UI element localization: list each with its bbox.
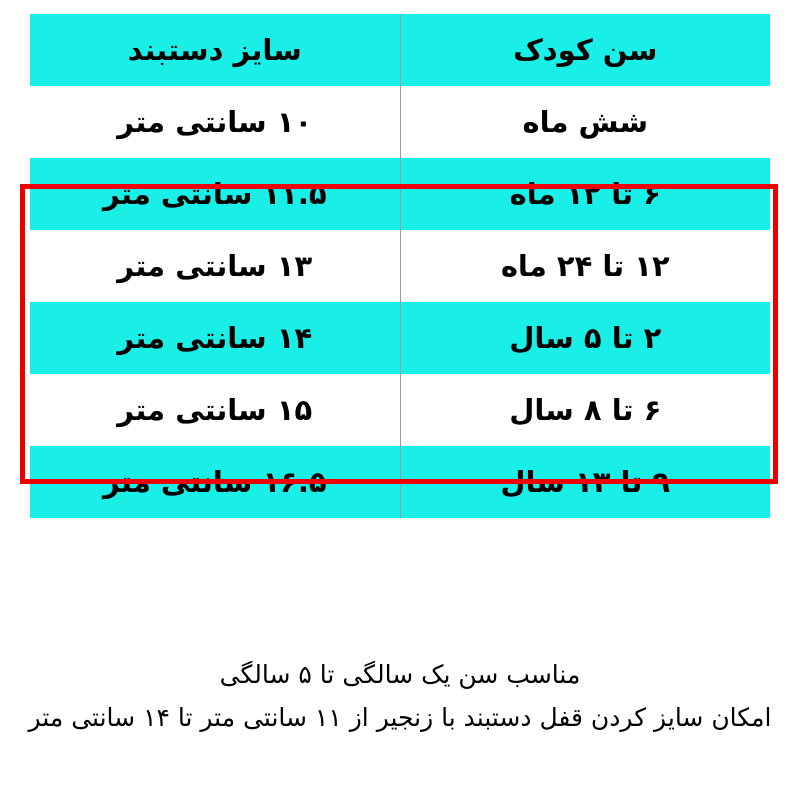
footer-notes	[0, 660, 800, 732]
table-row	[30, 374, 770, 446]
header-size: سایز دستبند	[30, 14, 400, 86]
cell-age: ۶ تا ۱۲ ماه	[400, 158, 770, 230]
table-row	[30, 86, 770, 158]
cell-age: ۶ تا ۸ سال	[400, 374, 770, 446]
cell-size: ۱۱.۵ سانتی متر	[30, 158, 400, 230]
table-row	[30, 446, 770, 518]
size-table	[30, 14, 770, 518]
cell-size: ۱۳ سانتی متر	[30, 230, 400, 302]
table-row	[30, 158, 770, 230]
cell-age: ۲ تا ۵ سال	[400, 302, 770, 374]
footer-line-2: امکان سایز کردن قفل دستبند با زنجیر از ۱۱ سانتی متر تا ۱۴ سانتی متر	[28, 703, 772, 732]
table-row	[30, 230, 770, 302]
cell-size: ۱۶.۵ سانتی متر	[30, 446, 400, 518]
table-header-row	[30, 14, 770, 86]
cell-size: ۱۰ سانتی متر	[30, 86, 400, 158]
table-row	[30, 302, 770, 374]
size-table-container	[30, 14, 770, 518]
cell-size: ۱۵ سانتی متر	[30, 374, 400, 446]
header-age: سن کودک	[400, 14, 770, 86]
footer-line-1: مناسب سن یک سالگی تا ۵ سالگی	[219, 660, 581, 689]
cell-age: شش ماه	[400, 86, 770, 158]
cell-age: ۹ تا ۱۳ سال	[400, 446, 770, 518]
cell-age: ۱۲ تا ۲۴ ماه	[400, 230, 770, 302]
cell-size: ۱۴ سانتی متر	[30, 302, 400, 374]
